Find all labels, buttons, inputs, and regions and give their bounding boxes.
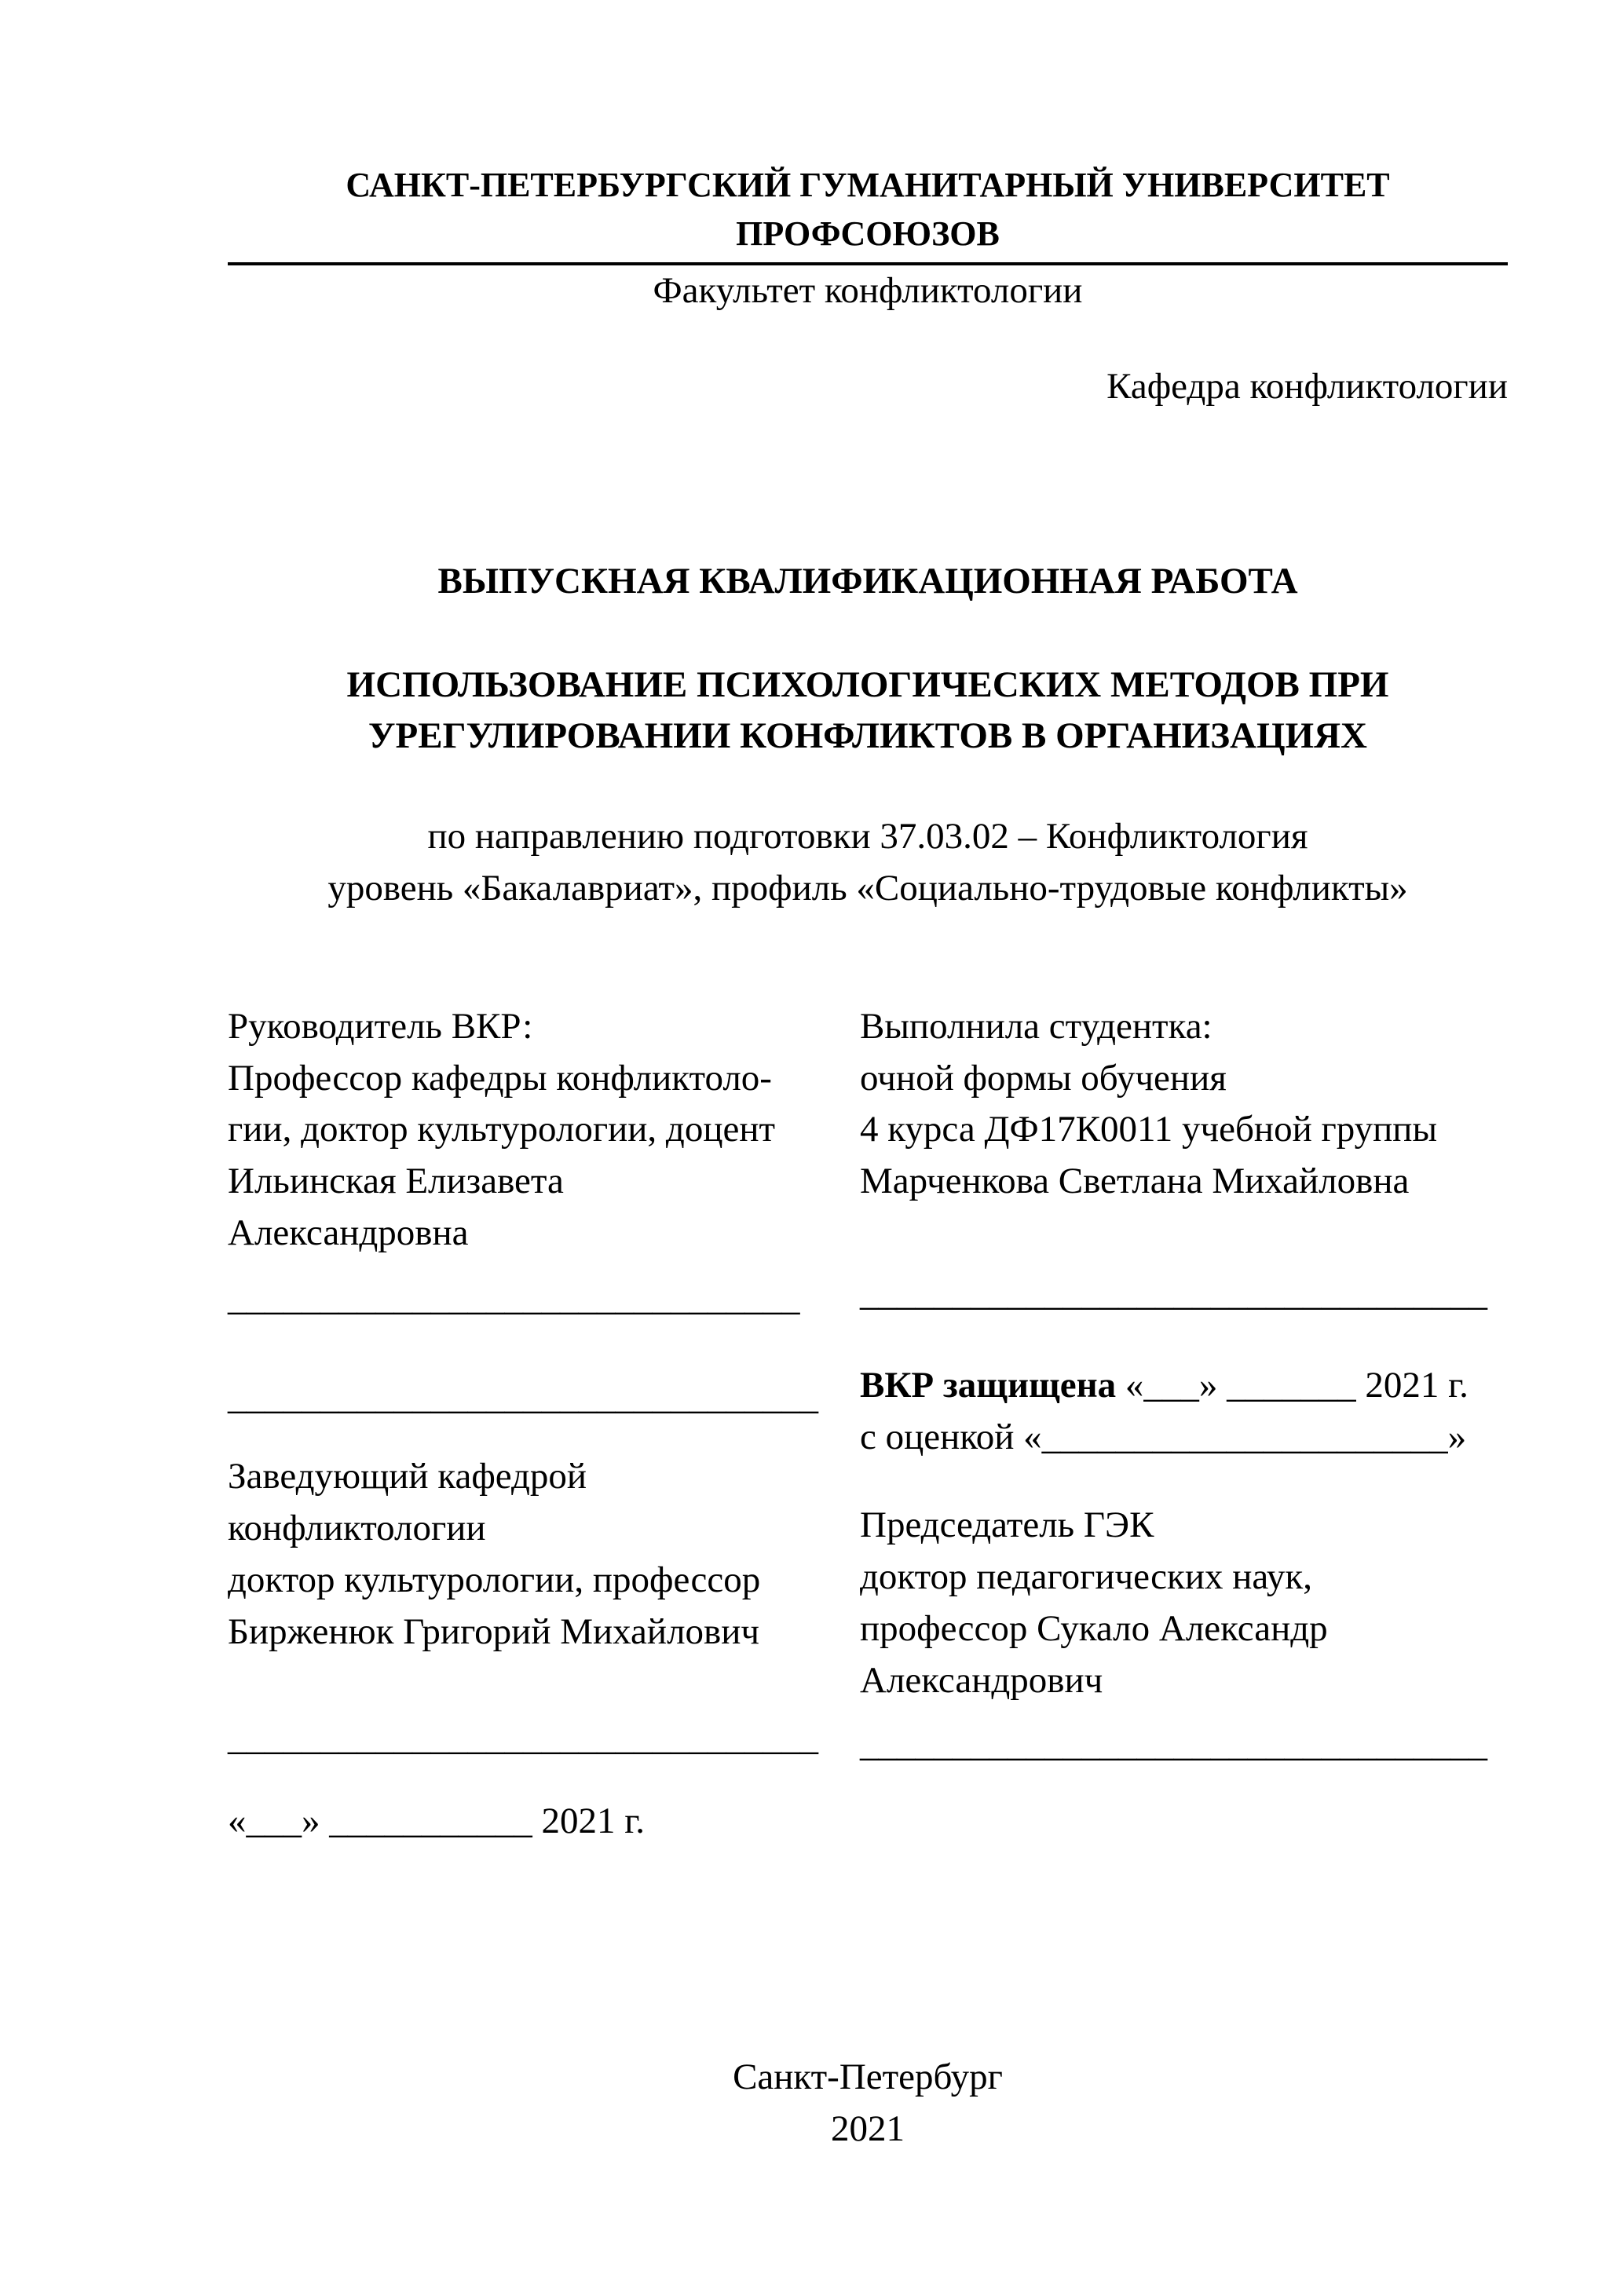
supervisor-name-line: Александровна — [228, 1212, 469, 1253]
city-line: Санкт-Петербург — [733, 2057, 1003, 2098]
grade-line: с оценкой «______________________» — [860, 1416, 1467, 1457]
chairman-name-line: Александрович — [860, 1659, 1103, 1701]
department-head-name-line: Бирженюк Григорий Михайлович — [228, 1610, 760, 1652]
signature-line: ________________________________ — [228, 1717, 818, 1758]
defended-date-blank: «___» _______ 2021 г. — [1116, 1364, 1469, 1406]
student-info-line: очной формы обучения — [860, 1057, 1227, 1099]
footer — [228, 2052, 1508, 2155]
thesis-title-line: УРЕГУЛИРОВАНИИ КОНФЛИКТОВ В ОРГАНИЗАЦИЯХ — [368, 715, 1367, 757]
supervisor-title-line: гии, доктор культурологии, доцент — [228, 1109, 776, 1150]
work-type-heading: ВЫПУСКНАЯ КВАЛИФИКАЦИОННАЯ РАБОТА — [437, 560, 1298, 601]
supervisor-name-line: Ильинская Елизавета — [228, 1161, 564, 1202]
department-head-line: доктор культурологии, профессор — [228, 1559, 761, 1600]
signature-line: _______________________________ — [228, 1277, 800, 1318]
department-head-line: конфликтологии — [228, 1508, 486, 1549]
year-line: 2021 — [831, 2108, 905, 2149]
university-name-text: САНКТ-ПЕТЕРБУРГСКИЙ ГУМАНИТАРНЫЙ УНИВЕРСИТЕТ ПРОФСОЮЗОВ — [228, 161, 1508, 265]
supervisor-label: Руководитель ВКР: — [228, 1005, 533, 1047]
department-head-line: Заведующий кафедрой — [228, 1456, 587, 1497]
program-direction-line: по направлению подготовки 37.03.02 – Конфликтология — [427, 816, 1308, 857]
student-name-line: Марченкова Светлана Михайловна — [860, 1161, 1410, 1202]
student-column — [860, 1001, 1508, 1848]
thesis-title-line: ИСПОЛЬЗОВАНИЕ ПСИХОЛОГИЧЕСКИХ МЕТОДОВ ПРИ — [346, 664, 1389, 705]
signature-line: __________________________________ — [860, 1723, 1487, 1764]
program-block — [228, 811, 1508, 915]
supervisor-title-line: Профессор кафедры конфликтоло- — [228, 1057, 772, 1099]
thesis-title — [228, 660, 1508, 763]
chairman-name-line: профессор Сукало Александр — [860, 1607, 1328, 1649]
signatures-section — [228, 1001, 1508, 1848]
supervisor-column — [228, 1001, 825, 1848]
defended-line — [860, 1360, 1508, 1412]
chairman-line: Председатель ГЭК — [860, 1504, 1154, 1546]
defended-label: ВКР защищена — [860, 1364, 1117, 1406]
date-line: «___» ___________ 2021 г. — [228, 1801, 645, 1842]
faculty-line: Факультет конфликтологии — [653, 270, 1083, 312]
student-label: Выполнила студентка: — [860, 1005, 1213, 1047]
department-line: Кафедра конфликтологии — [1106, 365, 1508, 407]
signature-line: __________________________________ — [860, 1272, 1487, 1314]
signature-line: ________________________________ — [228, 1376, 818, 1417]
chairman-line: доктор педагогических наук, — [860, 1556, 1312, 1598]
university-name — [228, 161, 1508, 265]
program-level-line: уровень «Бакалавриат», профиль «Социально-трудовые конфликты» — [327, 867, 1408, 909]
student-info-line: 4 курса ДФ17К0011 учебной группы — [860, 1109, 1438, 1150]
